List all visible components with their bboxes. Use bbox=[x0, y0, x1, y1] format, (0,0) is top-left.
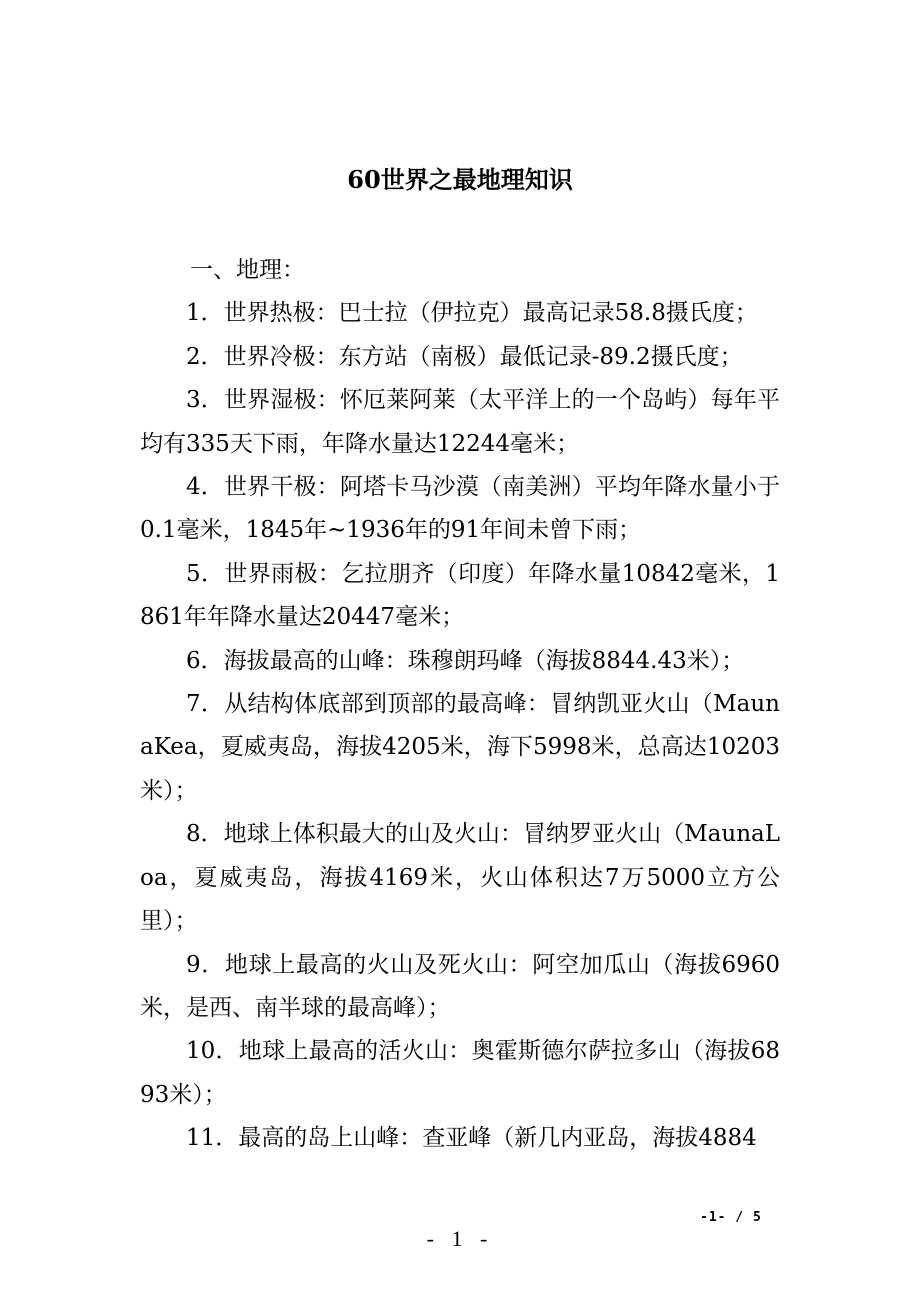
paragraph-5: 5．世界雨极：乞拉朋齐（印度）年降水量10842毫米，1861年年降水量达20447毫米； bbox=[140, 560, 780, 631]
paragraph-6: 6．海拔最高的山峰：珠穆朗玛峰（海拔8844.43米）； bbox=[186, 647, 745, 674]
paragraph-1: 1．世界热极：巴士拉（伊拉克）最高记录58.8摄氏度； bbox=[186, 300, 758, 327]
page-counter: -1- / 5 bbox=[700, 1210, 762, 1225]
paragraph-11: 11．最高的岛上山峰：查亚峰（新几内亚岛，海拔4884 bbox=[186, 1125, 757, 1152]
page-number: - 1 - bbox=[426, 1226, 494, 1251]
paragraph-7: 7．从结构体底部到顶部的最高峰：冒纳凯亚火山（MaunaKea，夏威夷岛，海拔4205米，海下5998米，总高达10203米）； bbox=[140, 691, 780, 804]
paragraph-4: 4．世界干极：阿塔卡马沙漠（南美洲）平均年降水量小于0.1毫米，1845年~1936年的91年间未曾下雨； bbox=[140, 474, 780, 544]
paragraph-10: 10．地球上最高的活火山：奥霍斯德尔萨拉多山（海拔6893米）； bbox=[140, 1038, 780, 1108]
section-heading: 一、地理： bbox=[190, 257, 305, 283]
paragraph-8: 8．地球上体积最大的山及火山：冒纳罗亚火山（MaunaLoa，夏威夷岛，海拔4169米，火山体积达7万5000立方公里）； bbox=[140, 821, 780, 935]
document-body bbox=[140, 249, 780, 1161]
paragraph-2: 2．世界冷极：东方站（南极）最低记录-89.2摄氏度； bbox=[186, 343, 743, 370]
document-title: 60世界之最地理知识 bbox=[347, 165, 573, 194]
paragraph-9: 9．地球上最高的火山及死火山：阿空加瓜山（海拔6960米，是西、南半球的最高峰）； bbox=[140, 951, 780, 1021]
paragraph-3: 3．世界湿极：怀厄莱阿莱（太平洋上的一个岛屿）每年平均有335天下雨，年降水量达12244毫米； bbox=[140, 387, 780, 457]
